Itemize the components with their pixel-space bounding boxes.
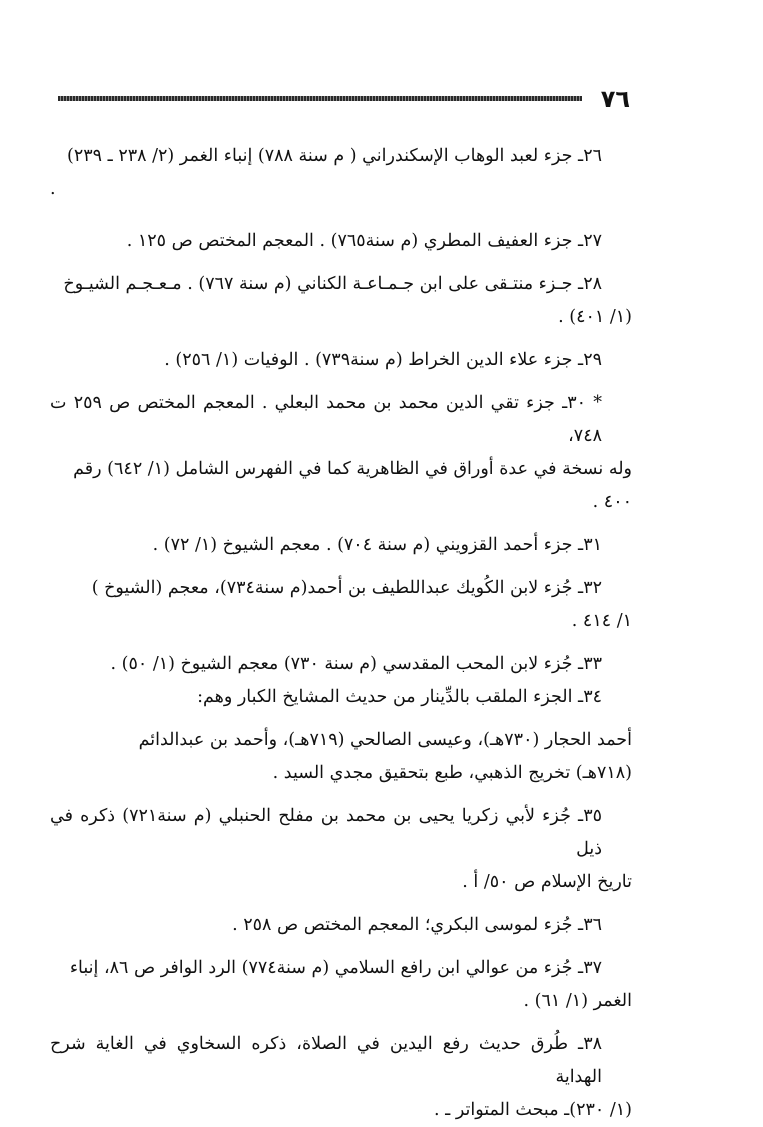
entry-line: . — [50, 179, 56, 199]
entry-line: * ٣٠ـ جزء تقي الدين محمد بن محمد البعلي . المعجم المختص ص ٢٥٩ ت ٧٤٨، — [50, 393, 602, 446]
entry-line: ٣٨ـ طُرق حديث رفع اليدين في الصلاة، ذكره السخاوي في الغاية شرح الهداية — [50, 1034, 602, 1087]
entry-line: ٣٤ـ الجزء الملقب بالدِّينار من حديث المشايخ الكبار وهم: — [197, 687, 602, 707]
page-header — [58, 84, 630, 120]
page-body — [50, 140, 632, 1127]
list-item-27 — [50, 225, 632, 258]
entry-line: الغمر (١/ ٦١) . — [523, 991, 632, 1011]
list-item-37 — [50, 952, 632, 1018]
entry-line: (١/ ٢٣٠)ـ مبحث المتواتر ـ . — [434, 1100, 632, 1120]
entry-line: ١/ ٤١٤ . — [571, 611, 632, 631]
entry-line: ٣٣ـ جُزء لابن المحب المقدسي (م سنة ٧٣٠) معجم الشيوخ (١/ ٥٠) . — [110, 654, 602, 674]
entry-line: وله نسخة في عدة أوراق في الظاهرية كما في الفهرس الشامل (١/ ٦٤٢) رقم ٤٠٠ . — [73, 459, 632, 512]
list-item-26 — [50, 140, 632, 203]
entry-line: ٣١ـ جزء أحمد القزويني (م سنة ٧٠٤) . معجم الشيوخ (١/ ٧٢) . — [152, 535, 602, 555]
entry-line: (٧١٨هـ) تخريج الذهبي، طبع بتحقيق مجدي السيد . — [272, 763, 632, 783]
entry-line: ٢٦ـ جزء لعبد الوهاب الإسكندراني ( م سنة ٧٨٨) إنباء الغمر (٢/ ٢٣٨ ـ ٢٣٩) — [67, 146, 602, 166]
list-item-36 — [50, 909, 632, 942]
entry-line: ٢٧ـ جزء العفيف المطري (م سنة٧٦٥) . المعجم المختص ص ١٢٥ . — [126, 231, 602, 251]
list-item-29 — [50, 344, 632, 377]
header-rule — [58, 96, 582, 101]
entry-line: ٣٥ـ جُزء لأبي زكريا يحيى بن محمد بن مفلح الحنبلي (م سنة٧٢١) ذكره في ذيل — [50, 806, 602, 859]
list-item-34 — [50, 681, 632, 714]
list-item-30 — [50, 387, 632, 519]
entry-line: ٢٨ـ جـزء منتـقى على ابن جـمـاعـة الكناني (م سنة ٧٦٧) . مـعـجـم الشيـوخ — [63, 274, 602, 294]
list-item-35 — [50, 800, 632, 899]
list-item-38 — [50, 1028, 632, 1127]
entry-line: ٣٦ـ جُزء لموسى البكري؛ المعجم المختص ص ٢٥٨ . — [232, 915, 602, 935]
list-item-33 — [50, 648, 632, 681]
entry-line: تاريخ الإسلام ص ٥٠/ أ . — [462, 872, 632, 892]
list-item-28 — [50, 268, 632, 334]
entry-line: ٣٧ـ جُزء من عوالي ابن رافع السلامي (م سنة٧٧٤) الرد الوافر ص ٨٦، إنباء — [69, 958, 602, 978]
list-item-32 — [50, 572, 632, 638]
list-item-34-names — [50, 724, 632, 790]
list-item-31 — [50, 529, 632, 562]
entry-line: ٣٢ـ جُزء لابن الكُويك عبداللطيف بن أحمد(م سنة٧٣٤)، معجم (الشيوخ ) — [91, 578, 602, 598]
entry-line: ٢٩ـ جزء علاء الدين الخراط (م سنة٧٣٩) . الوفيات (١/ ٢٥٦) . — [164, 350, 602, 370]
entry-line: (١/ ٤٠١) . — [558, 307, 632, 327]
entry-line: أحمد الحجار (٧٣٠هـ)، وعيسى الصالحي (٧١٩هـ)، وأحمد بن عبدالدائم — [138, 730, 632, 750]
page-number: ٧٦ — [600, 85, 630, 113]
